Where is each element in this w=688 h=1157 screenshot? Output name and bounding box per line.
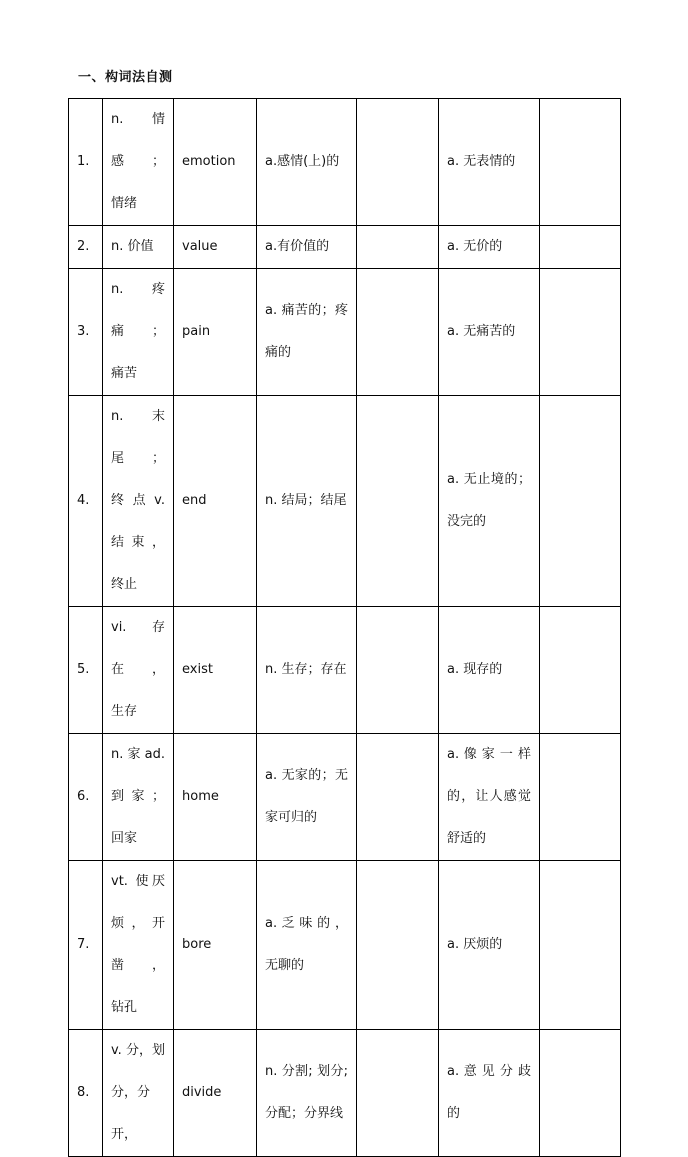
meaning-cell bbox=[103, 226, 174, 269]
cell-line: 没完的 bbox=[447, 514, 487, 529]
cell-line: a. 现存的 bbox=[447, 662, 503, 677]
cell-line: 痛的 bbox=[265, 345, 292, 360]
cell-line: a.有价值的 bbox=[265, 239, 330, 254]
derived-form-cell bbox=[439, 734, 540, 861]
word-cell: exist bbox=[174, 607, 257, 734]
answer-blank-cell[interactable] bbox=[357, 269, 439, 396]
cell-line: 舒适的 bbox=[447, 831, 487, 846]
cell-line: 结 束 ， bbox=[111, 535, 165, 550]
answer-blank-cell[interactable] bbox=[540, 1030, 621, 1157]
cell-line: 终 点 v. bbox=[111, 493, 165, 508]
cell-line: 终止 bbox=[111, 577, 138, 592]
meaning-cell bbox=[103, 396, 174, 607]
derived-form-cell bbox=[257, 226, 357, 269]
derived-form-cell bbox=[439, 396, 540, 607]
cell-line: a. 痛苦的；疼 bbox=[265, 303, 348, 318]
word-cell: value bbox=[174, 226, 257, 269]
meaning-cell bbox=[103, 861, 174, 1030]
meaning-cell bbox=[103, 99, 174, 226]
derived-form-cell bbox=[439, 99, 540, 226]
cell-line: a. 无家的；无 bbox=[265, 768, 348, 783]
meaning-cell bbox=[103, 269, 174, 396]
answer-blank-cell[interactable] bbox=[357, 734, 439, 861]
cell-line: a. 无价的 bbox=[447, 239, 503, 254]
answer-blank-cell[interactable] bbox=[540, 607, 621, 734]
cell-line: n. 家 ad. bbox=[111, 747, 165, 762]
derived-form-cell bbox=[439, 607, 540, 734]
cell-line: a. 意 见 分 歧 bbox=[447, 1064, 531, 1079]
row-number: 7. bbox=[69, 861, 103, 1030]
cell-line: 家可归的 bbox=[265, 810, 318, 825]
table-row bbox=[69, 734, 621, 861]
derived-form-cell bbox=[257, 607, 357, 734]
cell-line: 分，分开， bbox=[111, 1085, 151, 1142]
vocabulary-table bbox=[68, 98, 621, 1157]
derived-form-cell bbox=[257, 861, 357, 1030]
answer-blank-cell[interactable] bbox=[540, 226, 621, 269]
table-row bbox=[69, 269, 621, 396]
derived-form-cell bbox=[439, 269, 540, 396]
row-number: 6. bbox=[69, 734, 103, 861]
derived-form-cell bbox=[257, 1030, 357, 1157]
table-row bbox=[69, 607, 621, 734]
row-number: 2. bbox=[69, 226, 103, 269]
cell-line: 回家 bbox=[111, 831, 138, 846]
cell-line: 生存 bbox=[111, 704, 138, 719]
cell-line: n. 末尾； bbox=[111, 409, 165, 466]
table-row bbox=[69, 99, 621, 226]
cell-line: 钻孔 bbox=[111, 1000, 138, 1015]
cell-line: n. 疼痛； bbox=[111, 282, 165, 339]
section-heading: 一、构词法自测 bbox=[78, 70, 173, 85]
cell-line: n. 生存；存在 bbox=[265, 662, 347, 677]
row-number: 5. bbox=[69, 607, 103, 734]
cell-line: n. 价值 bbox=[111, 239, 154, 254]
cell-line: 的 bbox=[447, 1106, 461, 1121]
cell-line: 无聊的 bbox=[265, 958, 305, 973]
cell-line: v. 分，划 bbox=[111, 1043, 165, 1058]
cell-line: 痛苦 bbox=[111, 366, 138, 381]
derived-form-cell bbox=[257, 269, 357, 396]
answer-blank-cell[interactable] bbox=[540, 269, 621, 396]
answer-blank-cell[interactable] bbox=[357, 1030, 439, 1157]
cell-line: n. 结局；结尾 bbox=[265, 493, 347, 508]
word-cell: home bbox=[174, 734, 257, 861]
cell-line: 到 家 ； bbox=[111, 789, 165, 804]
derived-form-cell bbox=[439, 1030, 540, 1157]
cell-line: 的，让人感觉 bbox=[447, 789, 531, 804]
answer-blank-cell[interactable] bbox=[540, 99, 621, 226]
word-cell: emotion bbox=[174, 99, 257, 226]
derived-form-cell bbox=[439, 861, 540, 1030]
cell-line: a. 无表情的 bbox=[447, 154, 516, 169]
cell-line: a. 像 家 一 样 bbox=[447, 747, 531, 762]
row-number: 3. bbox=[69, 269, 103, 396]
cell-line: a.感情(上)的 bbox=[265, 154, 340, 169]
cell-line: a. 厌烦的 bbox=[447, 937, 503, 952]
cell-line: 分配；分界线 bbox=[265, 1106, 344, 1121]
row-number: 4. bbox=[69, 396, 103, 607]
word-cell: end bbox=[174, 396, 257, 607]
derived-form-cell bbox=[439, 226, 540, 269]
answer-blank-cell[interactable] bbox=[540, 396, 621, 607]
meaning-cell bbox=[103, 1030, 174, 1157]
row-number: 8. bbox=[69, 1030, 103, 1157]
answer-blank-cell[interactable] bbox=[540, 734, 621, 861]
word-cell: divide bbox=[174, 1030, 257, 1157]
answer-blank-cell[interactable] bbox=[357, 396, 439, 607]
answer-blank-cell[interactable] bbox=[357, 226, 439, 269]
row-number: 1. bbox=[69, 99, 103, 226]
cell-line: vt. 使厌 bbox=[111, 874, 165, 889]
word-cell: bore bbox=[174, 861, 257, 1030]
cell-line: 情绪 bbox=[111, 196, 138, 211]
meaning-cell bbox=[103, 607, 174, 734]
table-row bbox=[69, 1030, 621, 1157]
answer-blank-cell[interactable] bbox=[357, 607, 439, 734]
answer-blank-cell[interactable] bbox=[357, 861, 439, 1030]
cell-line: vi. 存在， bbox=[111, 620, 165, 677]
derived-form-cell bbox=[257, 734, 357, 861]
cell-line: a. 无痛苦的 bbox=[447, 324, 516, 339]
cell-line: a. 无止境的； bbox=[447, 472, 531, 487]
table-row bbox=[69, 226, 621, 269]
derived-form-cell bbox=[257, 396, 357, 607]
cell-line: a. 乏 味 的 ， bbox=[265, 916, 348, 931]
table-row bbox=[69, 861, 621, 1030]
answer-blank-cell[interactable] bbox=[540, 861, 621, 1030]
derived-form-cell bbox=[257, 99, 357, 226]
cell-line: n. 情感； bbox=[111, 112, 165, 169]
table-row bbox=[69, 396, 621, 607]
cell-line: 烦，开凿， bbox=[111, 916, 165, 973]
meaning-cell bbox=[103, 734, 174, 861]
cell-line: n. 分割; 划分; bbox=[265, 1064, 348, 1079]
answer-blank-cell[interactable] bbox=[357, 99, 439, 226]
word-cell: pain bbox=[174, 269, 257, 396]
